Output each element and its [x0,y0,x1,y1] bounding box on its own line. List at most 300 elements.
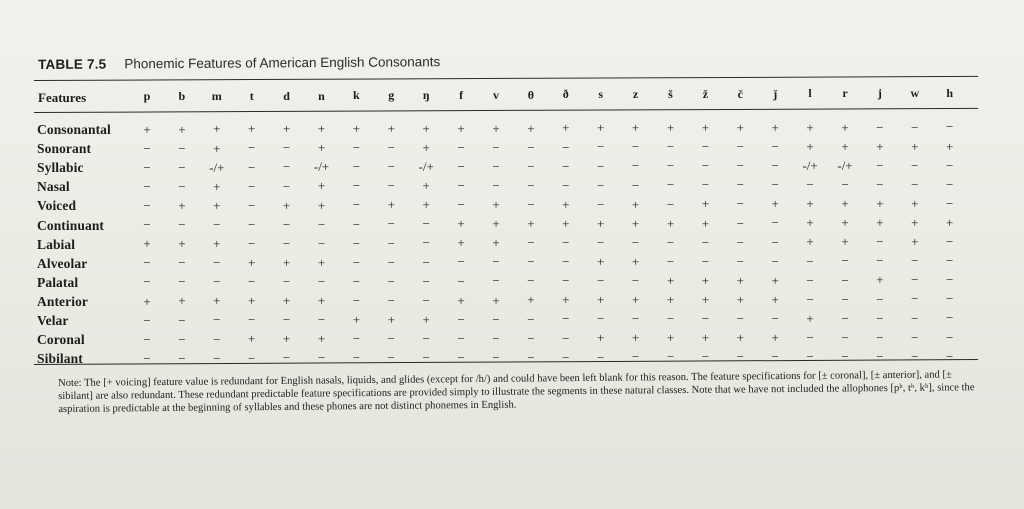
feature-value: + [492,120,500,136]
feature-value: − [771,310,779,326]
feature-value: − [527,273,535,289]
feature-value: − [527,349,535,365]
feature-value: − [457,254,465,270]
feature-value: − [946,176,954,192]
feature-value: − [457,330,465,346]
feature-value: − [701,349,710,365]
feature-value: − [597,158,605,174]
feature-value: − [701,158,710,174]
feature-value: − [911,291,919,307]
feature-value: + [736,120,744,135]
feature-value: − [457,197,465,213]
feature-value: + [597,254,605,270]
feature-value: − [352,197,361,213]
feature-value: + [492,216,500,232]
feature-label: Alveolar [37,255,88,271]
feature-value: − [911,329,919,345]
feature-value: − [317,350,326,366]
feature-value: − [562,254,570,270]
feature-value: − [806,291,814,307]
feature-value: − [387,292,395,308]
feature-value: + [282,254,291,270]
feature-value: − [597,234,605,250]
feature-label: Sonorant [37,141,92,157]
feature-value: + [841,215,849,231]
feature-value: − [527,254,535,270]
feature-value: − [143,159,151,175]
feature-value: − [248,216,256,232]
feature-value: − [911,157,919,173]
feature-value: + [457,235,465,251]
feature-value: − [352,216,361,232]
feature-value: + [352,312,361,328]
column-header: θ [527,87,535,102]
feature-value: + [143,236,151,252]
feature-value: + [178,197,186,213]
feature-value: − [562,311,570,327]
feature-value: − [911,348,919,364]
feature-value: − [666,177,675,193]
feature-value: − [422,254,430,270]
feature-value: + [841,234,849,250]
feature-value: − [248,178,256,194]
feature-value: − [387,350,395,366]
feature-label: Anterior [37,293,89,309]
feature-value: − [597,273,605,289]
feature-value: − [317,312,326,328]
feature-value: − [946,329,954,345]
feature-value: − [492,311,500,327]
feature-value: + [841,138,849,154]
feature-value: − [143,312,151,328]
feature-value: + [701,291,710,307]
feature-value: + [178,236,186,252]
feature-value: − [352,350,361,366]
table-number: TABLE 7.5 [38,56,107,72]
feature-value: + [806,119,814,135]
feature-value: + [806,215,814,231]
feature-value: − [248,140,256,156]
feature-value: -/+ [837,157,853,173]
feature-value: − [143,198,151,213]
feature-value: + [457,120,465,136]
feature-value: + [666,215,675,231]
feature-value: + [527,120,535,136]
feature-value: − [597,196,605,212]
feature-value: − [387,216,395,232]
column-header: b [178,89,186,104]
feature-value: + [701,196,710,212]
feature-value: + [387,311,395,327]
feature-value: − [457,139,465,155]
column-header: ŋ [422,88,430,103]
feature-value: -/+ [418,159,434,175]
feature-label: Coronal [37,332,85,348]
feature-value: + [631,330,640,346]
feature-value: − [143,350,151,366]
column-header: k [353,88,360,103]
feature-value: + [248,293,256,309]
feature-label: Sibilant [37,351,83,367]
feature-value: + [631,120,640,136]
feature-value: − [387,273,395,289]
feature-value: + [457,292,465,308]
feature-value: + [422,197,430,213]
feature-value: + [876,138,884,154]
feature-value: − [946,253,954,269]
feature-value: + [387,120,395,136]
feature-value: + [806,234,814,250]
feature-value: − [876,234,884,250]
feature-value: + [806,196,814,212]
feature-value: + [143,121,151,137]
feature-value: − [492,330,500,346]
feature-value: − [282,274,291,290]
feature-value: − [631,158,640,174]
feature-value: − [562,158,570,174]
feature-value: − [178,312,186,328]
feature-value: − [771,177,779,193]
feature-value: − [178,217,186,232]
feature-value: + [631,215,640,231]
feature-value: − [841,272,849,288]
feature-value: − [352,254,361,270]
feature-value: − [562,273,570,289]
feature-value: − [492,254,500,270]
feature-value: − [597,349,605,365]
feature-value: − [631,177,640,193]
feature-value: + [213,121,221,137]
feature-value: + [562,215,570,231]
feature-value: − [457,273,465,289]
feature-value: + [597,120,605,136]
feature-value: + [701,272,710,288]
feature-value: − [527,235,535,251]
feature-value: + [282,121,291,137]
feature-value: + [248,331,256,347]
feature-value: + [178,121,186,137]
feature-value: + [666,120,675,136]
feature-value: + [701,330,710,346]
column-header: w [910,85,920,100]
feature-value: + [282,293,291,309]
feature-value: − [946,272,954,288]
feature-value: + [946,214,954,230]
feature-value: + [143,293,151,309]
feature-value: − [911,253,919,269]
feature-value: − [248,197,256,213]
feature-value: − [213,331,221,347]
feature-value: − [736,349,744,365]
column-header: č [737,86,743,101]
feature-value: − [736,139,744,155]
feature-label: Velar [37,313,69,328]
feature-value: − [666,234,675,250]
feature-value: − [806,329,814,345]
feature-value: − [213,350,221,366]
column-header: s [598,87,604,102]
feature-value: + [562,292,570,308]
feature-value: − [492,139,500,155]
feature-value: + [352,121,361,137]
feature-label: Labial [37,236,76,252]
feature-value: − [806,272,814,288]
feature-value: − [282,235,291,251]
feature-value: − [248,235,256,251]
feature-value: + [701,215,710,231]
feature-value: − [876,310,884,326]
feature-value: − [178,350,186,366]
feature-value: + [317,178,326,194]
feature-value: + [631,253,640,269]
feature-value: − [457,311,465,327]
feature-value: + [282,331,291,347]
feature-value: − [143,178,151,194]
feature-value: + [946,138,954,154]
feature-value: − [876,176,884,192]
feature-value: − [876,119,884,135]
feature-value: + [317,121,326,137]
feature-value: + [317,293,326,309]
feature-value: − [736,177,744,193]
feature-label: Consonantal [37,122,111,137]
column-header: g [388,88,395,103]
feature-value: + [317,197,326,213]
feature-value: + [771,119,779,135]
feature-value: + [492,197,500,213]
column-header: š [668,86,673,101]
feature-value: − [282,159,291,175]
table-title: Phonemic Features of American English Consonants [124,54,441,72]
feature-value: − [213,255,221,271]
feature-value: + [806,310,814,326]
feature-value: + [282,197,291,213]
feature-value: − [422,273,430,289]
feature-value: − [527,158,535,174]
feature-value: − [911,310,919,326]
feature-value: + [422,120,430,136]
feature-value: -/+ [313,159,330,175]
feature-value: − [771,234,779,250]
feature-value: − [946,291,954,307]
feature-value: − [631,311,640,327]
feature-value: − [666,196,675,212]
feature-value: − [666,311,675,327]
feature-value: + [597,292,605,308]
feature-value: + [911,234,919,250]
feature-value: − [946,234,954,250]
feature-value: − [736,234,744,250]
feature-value: -/+ [209,159,225,175]
feature-value: + [597,215,605,231]
feature-value: − [213,216,221,232]
feature-value: − [282,312,291,328]
feature-value: − [213,312,221,328]
feature-value: − [841,253,849,269]
feature-value: − [701,177,710,193]
feature-value: + [911,138,919,154]
feature-value: − [213,274,221,290]
feature-value: − [352,235,361,251]
feature-value: − [387,331,395,347]
feature-value: + [666,292,675,308]
feature-value: − [248,274,256,290]
feature-value: − [736,253,744,269]
feature-value: − [806,253,814,269]
feature-value: − [736,196,744,212]
feature-value: − [248,159,256,175]
feature-value: − [876,291,884,307]
feature-value: − [946,119,954,135]
feature-value: − [282,216,291,232]
feature-value: − [771,215,779,231]
feature-value: − [317,235,326,251]
feature-value: − [876,157,884,173]
feature-value: − [178,331,186,347]
column-header: m [211,89,222,104]
column-header: t [249,88,254,103]
feature-value: + [736,272,744,288]
feature-label: Voiced [37,198,77,214]
feature-value: + [213,197,221,213]
feature-value: − [143,331,151,347]
feature-value: − [422,330,430,346]
feature-value: + [213,236,221,251]
feature-value: + [562,196,570,212]
feature-value: − [422,350,430,366]
feature-value: − [911,119,919,135]
feature-value: − [771,253,779,269]
feature-value: − [317,216,326,232]
feature-value: − [946,310,954,326]
feature-value: − [841,329,849,345]
column-header: l [808,86,812,101]
feature-value: + [422,139,430,155]
feature-value: − [422,216,430,232]
feature-value: + [911,215,919,231]
feature-value: − [352,331,361,347]
feature-value: − [178,140,186,156]
feature-value: + [911,195,919,211]
feature-value: + [213,178,221,194]
feature-value: − [841,291,849,307]
feature-value: + [492,235,500,251]
feature-value: − [352,292,361,308]
feature-value: + [631,196,640,212]
feature-label: Nasal [37,179,70,195]
feature-value: − [492,177,500,193]
feature-value: + [876,196,884,212]
feature-value: − [282,178,291,194]
feature-value: − [282,350,291,366]
feature-value: − [562,349,570,365]
feature-value: − [701,311,710,327]
feature-value: + [213,293,221,309]
feature-value: + [527,292,535,308]
feature-value: − [946,348,954,364]
feature-value: − [562,177,570,193]
feature-value: − [143,140,151,156]
column-header: h [946,85,954,100]
feature-value: − [143,217,151,233]
feature-value: + [178,293,186,309]
feature-value: − [178,178,186,194]
feature-value: − [178,255,186,271]
feature-value: − [387,159,395,175]
feature-value: − [876,253,884,269]
feature-value: + [631,292,640,308]
feature-value: + [771,196,779,212]
column-header: f [459,87,464,102]
feature-value: − [911,272,919,288]
column-header: ǰ [773,86,778,101]
feature-value: − [352,273,361,289]
feature-value: − [946,195,954,211]
feature-value: + [422,311,430,327]
column-header: ð [562,87,569,102]
feature-value: − [631,234,640,250]
feature-value: − [701,234,710,250]
feature-value: − [841,310,849,326]
feature-value: + [527,216,535,232]
column-header: n [318,88,325,103]
feature-value: − [701,253,710,269]
feature-value: − [666,139,675,155]
feature-value: − [562,330,570,346]
feature-value: − [631,273,640,289]
feature-value: − [631,139,640,155]
feature-value: − [527,196,535,212]
feature-value: − [317,273,326,289]
feature-value: − [352,159,361,175]
feature-value: − [492,273,500,289]
feature-value: + [317,331,326,347]
feature-value: − [736,158,744,174]
feature-value: − [492,158,500,174]
feature-value: + [457,216,465,232]
feature-value: + [771,330,779,345]
feature-label: Continuant [37,217,105,233]
feature-value: + [771,272,779,288]
feature-value: + [562,120,570,136]
feature-value: − [282,140,291,156]
feature-value: − [178,274,186,290]
feature-value: − [911,176,919,192]
feature-label: Palatal [37,274,79,290]
feature-value: − [597,311,605,327]
feature-value: − [666,253,675,269]
column-header: ž [702,86,709,101]
feature-value: − [178,159,186,175]
feature-value: − [666,349,675,365]
column-header: z [632,87,639,102]
features-header: Features [38,90,87,105]
feature-value: − [387,235,395,251]
column-header: v [493,87,499,102]
feature-value: − [457,158,465,174]
feature-value: + [736,330,744,346]
feature-value: + [387,197,395,213]
table-note: Note: The [+ voicing] feature value is redundant for English nasals, liquids, and glides (except for /h/) and could have been left blank for this reason. The feature specifications for [± coronal], [± anterior], and [± sibilant] are also redundant. These redundant predictable feature specifications are provided simply to illustrate the segments in these natural classes. Note that we have not included the allophones [pʰ, tʰ, kʰ], since the aspiration is predictable at the beginning of syllables and these phones are not distinct phonemes in English. [58,369,975,416]
feature-value: + [213,140,221,156]
feature-value: − [771,158,779,174]
feature-value: − [492,349,500,365]
feature-label: Syllabic [37,160,84,176]
feature-value: − [527,311,535,327]
feature-value: + [597,330,605,346]
feature-value: − [771,349,779,365]
feature-value: + [806,138,814,154]
